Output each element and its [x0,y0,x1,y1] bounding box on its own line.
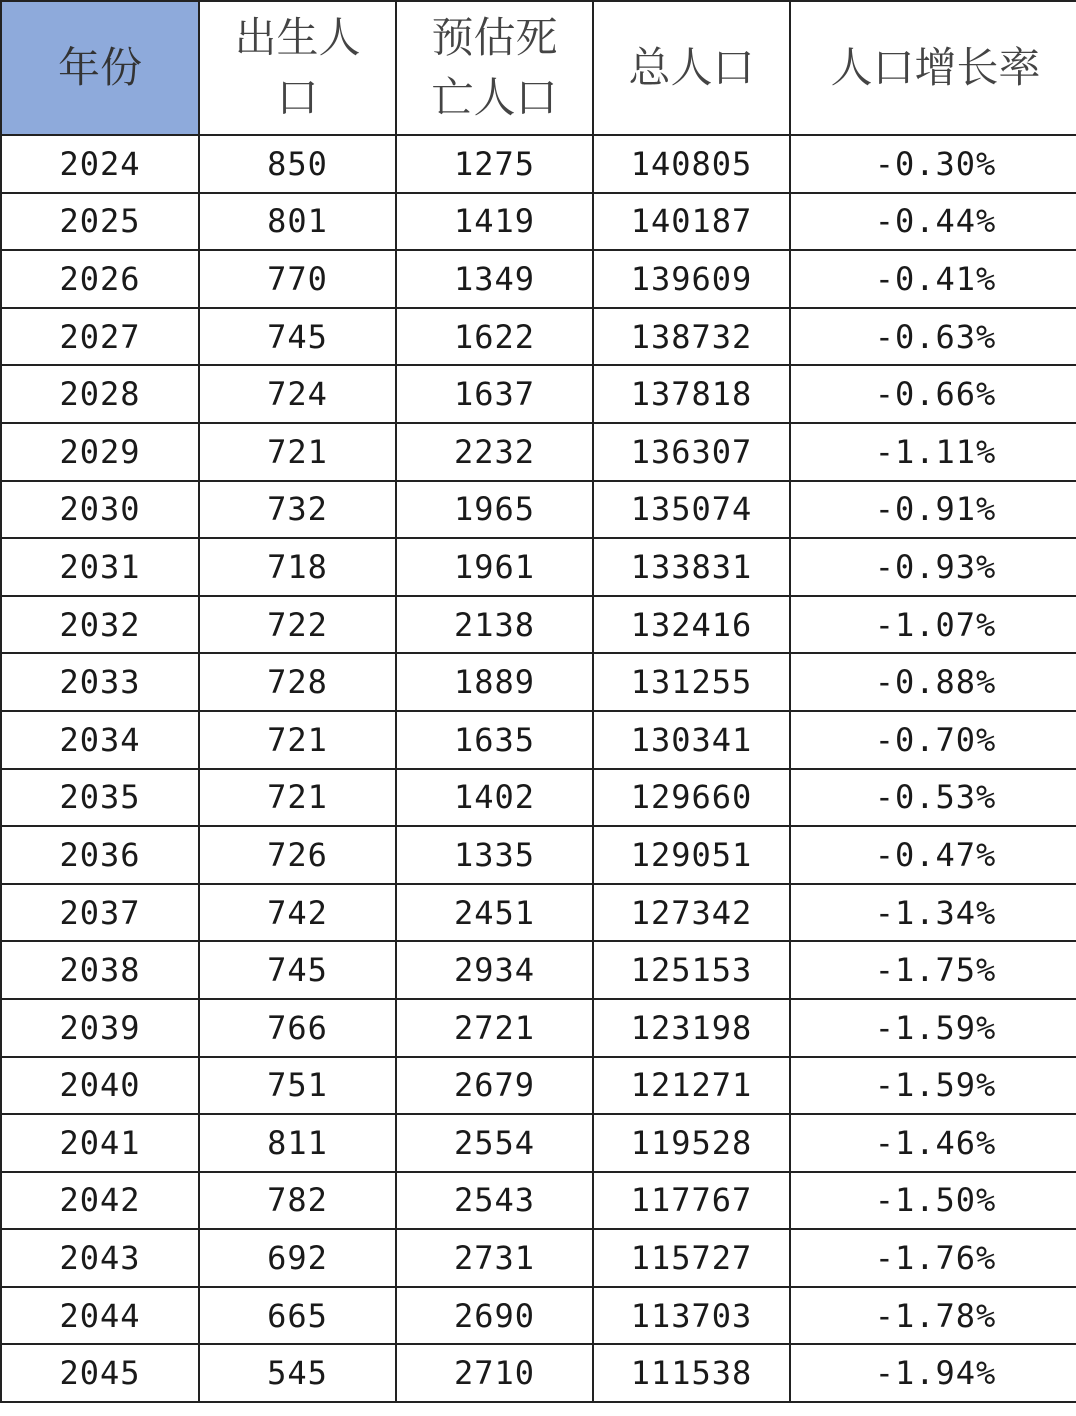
table-row [1,941,1076,999]
table-row [1,1114,1076,1172]
cell-year[interactable]: 2027 [1,308,199,366]
cell-growth-rate[interactable]: -1.07% [790,596,1076,654]
cell-births[interactable]: 724 [199,365,396,423]
cell-births[interactable]: 811 [199,1114,396,1172]
cell-total[interactable]: 127342 [593,884,790,942]
cell-growth-rate[interactable]: -1.59% [790,1057,1076,1115]
cell-total[interactable]: 135074 [593,481,790,539]
table-row [1,1229,1076,1287]
cell-year[interactable]: 2040 [1,1057,199,1115]
table-row [1,999,1076,1057]
header-deaths[interactable] [396,1,593,135]
cell-growth-rate[interactable]: -0.53% [790,769,1076,827]
cell-deaths[interactable]: 1635 [396,711,593,769]
cell-births[interactable]: 545 [199,1344,396,1402]
cell-deaths[interactable]: 2138 [396,596,593,654]
cell-year[interactable]: 2036 [1,826,199,884]
cell-growth-rate[interactable]: -0.47% [790,826,1076,884]
cell-year[interactable]: 2043 [1,1229,199,1287]
cell-growth-rate[interactable]: -0.93% [790,538,1076,596]
cell-growth-rate[interactable]: -0.88% [790,653,1076,711]
cell-total[interactable]: 130341 [593,711,790,769]
table-row [1,1287,1076,1345]
table-row [1,653,1076,711]
cell-deaths[interactable]: 1965 [396,481,593,539]
cell-total[interactable]: 113703 [593,1287,790,1345]
cell-births[interactable]: 721 [199,769,396,827]
cell-growth-rate[interactable]: -1.59% [790,999,1076,1057]
cell-deaths[interactable]: 2710 [396,1344,593,1402]
header-text: 亡人口 [431,73,558,122]
table-row [1,481,1076,539]
table-row [1,1172,1076,1230]
table-row [1,250,1076,308]
cell-year[interactable]: 2035 [1,769,199,827]
cell-deaths[interactable]: 2232 [396,423,593,481]
header-total[interactable] [593,1,790,135]
cell-births[interactable]: 732 [199,481,396,539]
cell-year[interactable]: 2031 [1,538,199,596]
table-row [1,135,1076,193]
cell-total[interactable]: 138732 [593,308,790,366]
table-row [1,884,1076,942]
cell-total[interactable]: 123198 [593,999,790,1057]
cell-total[interactable]: 136307 [593,423,790,481]
cell-growth-rate[interactable]: -1.78% [790,1287,1076,1345]
cell-year[interactable]: 2041 [1,1114,199,1172]
cell-deaths[interactable]: 2934 [396,941,593,999]
cell-total[interactable]: 139609 [593,250,790,308]
cell-deaths[interactable]: 1275 [396,135,593,193]
cell-total[interactable]: 129660 [593,769,790,827]
cell-births[interactable]: 665 [199,1287,396,1345]
header-text: 总人口 [628,43,755,92]
cell-year[interactable]: 2045 [1,1344,199,1402]
cell-births[interactable]: 718 [199,538,396,596]
table-row [1,365,1076,423]
cell-total[interactable]: 115727 [593,1229,790,1287]
table-row [1,308,1076,366]
cell-deaths[interactable]: 2690 [396,1287,593,1345]
header-growth[interactable] [790,1,1076,135]
cell-growth-rate[interactable]: -0.63% [790,308,1076,366]
table-row [1,1057,1076,1115]
cell-births[interactable]: 850 [199,135,396,193]
cell-births[interactable]: 801 [199,193,396,251]
cell-births[interactable]: 722 [199,596,396,654]
cell-year[interactable]: 2026 [1,250,199,308]
cell-total[interactable]: 117767 [593,1172,790,1230]
cell-births[interactable]: 751 [199,1057,396,1115]
cell-deaths[interactable]: 1349 [396,250,593,308]
header-row [1,1,1076,135]
cell-births[interactable]: 742 [199,884,396,942]
table-body [1,135,1076,1402]
table-row [1,1344,1076,1402]
cell-total[interactable]: 119528 [593,1114,790,1172]
cell-growth-rate[interactable]: -0.44% [790,193,1076,251]
table-row [1,538,1076,596]
cell-births[interactable]: 726 [199,826,396,884]
cell-growth-rate[interactable]: -1.76% [790,1229,1076,1287]
table-row [1,596,1076,654]
cell-births[interactable]: 692 [199,1229,396,1287]
cell-total[interactable]: 131255 [593,653,790,711]
cell-deaths[interactable]: 2679 [396,1057,593,1115]
cell-total[interactable]: 132416 [593,596,790,654]
cell-births[interactable]: 721 [199,423,396,481]
cell-growth-rate[interactable]: -1.46% [790,1114,1076,1172]
cell-deaths[interactable]: 1637 [396,365,593,423]
header-text: 口 [276,73,319,122]
cell-total[interactable]: 133831 [593,538,790,596]
cell-deaths[interactable]: 1961 [396,538,593,596]
cell-growth-rate[interactable]: -1.94% [790,1344,1076,1402]
header-text: 预估死 [431,13,558,62]
cell-growth-rate[interactable]: -1.50% [790,1172,1076,1230]
cell-year[interactable]: 2032 [1,596,199,654]
cell-year[interactable]: 2030 [1,481,199,539]
table-row [1,193,1076,251]
cell-deaths[interactable]: 2451 [396,884,593,942]
cell-growth-rate[interactable]: -0.41% [790,250,1076,308]
table-row [1,711,1076,769]
cell-deaths[interactable]: 2554 [396,1114,593,1172]
cell-year[interactable]: 2033 [1,653,199,711]
cell-total[interactable]: 140805 [593,135,790,193]
table-row [1,423,1076,481]
cell-births[interactable]: 766 [199,999,396,1057]
cell-total[interactable]: 125153 [593,941,790,999]
cell-year[interactable]: 2025 [1,193,199,251]
header-text: 人口增长率 [830,43,1041,92]
cell-deaths[interactable]: 2731 [396,1229,593,1287]
header-births[interactable] [199,1,396,135]
cell-growth-rate[interactable]: -0.70% [790,711,1076,769]
table-row [1,769,1076,827]
table-row [1,826,1076,884]
cell-deaths[interactable]: 2721 [396,999,593,1057]
cell-total[interactable]: 137818 [593,365,790,423]
cell-deaths[interactable]: 1889 [396,653,593,711]
cell-growth-rate[interactable]: -1.11% [790,423,1076,481]
cell-year[interactable]: 2042 [1,1172,199,1230]
cell-total[interactable]: 121271 [593,1057,790,1115]
cell-year[interactable]: 2024 [1,135,199,193]
cell-total[interactable]: 140187 [593,193,790,251]
cell-deaths[interactable]: 1402 [396,769,593,827]
cell-total[interactable]: 129051 [593,826,790,884]
header-year[interactable] [1,1,199,135]
cell-year[interactable]: 2029 [1,423,199,481]
cell-year[interactable]: 2044 [1,1287,199,1345]
header-text: 年份 [57,43,142,92]
cell-deaths[interactable]: 2543 [396,1172,593,1230]
cell-deaths[interactable]: 1335 [396,826,593,884]
cell-year[interactable]: 2038 [1,941,199,999]
cell-births[interactable]: 770 [199,250,396,308]
cell-deaths[interactable]: 1622 [396,308,593,366]
cell-total[interactable]: 111538 [593,1344,790,1402]
cell-births[interactable]: 782 [199,1172,396,1230]
cell-year[interactable]: 2034 [1,711,199,769]
cell-growth-rate[interactable]: -1.75% [790,941,1076,999]
cell-growth-rate[interactable]: -0.91% [790,481,1076,539]
cell-growth-rate[interactable]: -0.66% [790,365,1076,423]
cell-births[interactable]: 728 [199,653,396,711]
cell-births[interactable]: 745 [199,308,396,366]
cell-growth-rate[interactable]: -1.34% [790,884,1076,942]
cell-year[interactable]: 2037 [1,884,199,942]
cell-year[interactable]: 2028 [1,365,199,423]
cell-births[interactable]: 721 [199,711,396,769]
cell-births[interactable]: 745 [199,941,396,999]
cell-growth-rate[interactable]: -0.30% [790,135,1076,193]
header-text: 出生人 [234,13,361,62]
cell-deaths[interactable]: 1419 [396,193,593,251]
cell-year[interactable]: 2039 [1,999,199,1057]
